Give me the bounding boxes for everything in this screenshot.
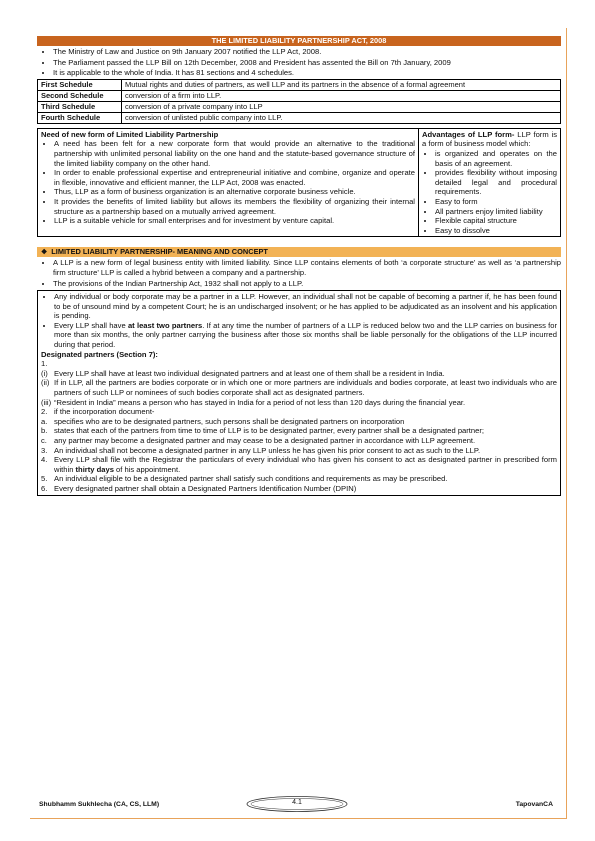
schedule-desc: conversion of unlisted public company into LLP. [122, 112, 561, 123]
partners-list [41, 292, 557, 350]
page-number: 4.1 [292, 799, 302, 806]
advantages-intro [422, 130, 557, 149]
list-text: If in LLP, all the partners are bodies corporate or in which one or more partners are individuals and bodies corporate, at least two individuals who are partners of such LLP or nominees of such bodies corporate shall act as designated partners. [54, 378, 557, 398]
list-text [54, 455, 557, 474]
list-item [41, 474, 557, 484]
list-item [54, 321, 557, 350]
text-run: . If at any time the number of partners of a LLP is reduced below two and the LLP carries on business for more than six months, the only partner carrying the business after those six months shall be liable personally for the obligations of the LLP incurred during that period. [54, 320, 558, 350]
diamond-bullet-icon: ❖ [41, 249, 48, 257]
list-item [41, 417, 557, 427]
page-footer [37, 795, 561, 813]
concept-list [37, 258, 561, 288]
intro-item: • The Ministry of Law and Justice on 9th January 2007 notified the LLP Act, 2008. [53, 47, 561, 57]
need-advantages-box [37, 128, 561, 238]
list-item: • Flexible capital structure [435, 216, 557, 226]
text-run: Every LLP shall file with the Registrar the particulars of every individual who has given his consent to act as designated partner in prescribed form within [54, 455, 557, 474]
list-item: • A LLP is a new form of legal business entity with limited liability. Since LLP contains elements of both ‘a corporate structure’ as well as ‘a partnership firm structure’ LLP is called a hybrid between a company and a partnership. [53, 258, 561, 277]
schedule-desc: Mutual rights and duties of partners, as well LLP and its partners in the absence of a formal agreement [122, 79, 561, 90]
advantages-intro-text: LLP form is a form of business model which: [422, 129, 557, 149]
list-label: b. [41, 426, 48, 436]
page-title: THE LIMITED LIABILITY PARTNERSHIP ACT, 2008 [37, 36, 561, 46]
need-column [38, 129, 419, 237]
list-label: 2. [41, 407, 48, 417]
schedule-name: Fourth Schedule [38, 112, 122, 123]
advantages-list [422, 149, 557, 235]
intro-item: • It is applicable to the whole of India. It has 81 sections and 4 schedules. [53, 68, 561, 78]
list-item [41, 378, 557, 397]
list-item: • A need has been felt for a new corporate form that would provide an alternative to the traditional partnership with unlimited personal liability on the one hand and the statute-based governance structure of the limited liability company on the other hand. [54, 139, 415, 168]
list-item: • LLP is a suitable vehicle for small enterprises and for investment by venture capital. [54, 216, 415, 226]
list-label: (iii) [41, 397, 52, 407]
list-text: “Resident in India” means a person who has stayed in India for a period of not less than 120 days during the financial year. [54, 397, 466, 407]
schedule-desc: conversion of a firm into LLP. [122, 90, 561, 101]
table-row [38, 79, 561, 90]
list-label: (ii) [41, 378, 50, 388]
schedule-name: First Schedule [38, 79, 122, 90]
list-label: 3. [41, 445, 48, 455]
designated-heading: Designated partners (Section 7): [41, 349, 158, 359]
list-label: (i) [41, 368, 48, 378]
list-item [41, 426, 557, 436]
schedule-name: Second Schedule [38, 90, 122, 101]
list-item [41, 455, 557, 474]
list-item: • Thus, LLP as a form of business organization is an alternative corporate business vehicle. [54, 187, 415, 197]
list-text: An individual shall not become a designated partner in any LLP unless he has given his prior consent to act as such to the LLP. [54, 445, 481, 455]
partners-box [37, 290, 561, 495]
list-item: • Easy to dissolve [435, 226, 557, 236]
list-item: • All partners enjoy limited liability [435, 207, 557, 217]
intro-item: • The Parliament passed the LLP Bill on 12th December, 2008 and President has assented the Bill on 7th January, 2009 [53, 58, 561, 68]
need-list [41, 139, 415, 225]
text-run: of his appointment. [113, 464, 181, 474]
list-item: • In order to enable professional expertise and entrepreneurial initiative and combine, organize and operate in flexible, innovative and efficient manner, the LLP Act, 2008 was enacted. [54, 168, 415, 187]
list-item: • The provisions of the Indian Partnership Act, 1932 shall not apply to a LLP. [53, 279, 561, 289]
advantages-heading: Advantages of LLP form- [422, 129, 515, 139]
list-text: any partner may become a designated partner and may cease to be a designated partner in accordance with LLP agreement. [54, 436, 476, 445]
bold-text-run: thirty days [75, 464, 114, 474]
list-item: • provides flexibility without imposing detailed legal and procedural requirements. [435, 168, 557, 197]
bold-text-run: at least two partners [127, 320, 203, 330]
list-label: a. [41, 416, 48, 426]
list-text: states that each of the partners from time to time of LLP is to be designated partner, every partner shall be a designated partner; [54, 426, 484, 436]
list-item: • It provides the benefits of limited liability but allows its members the flexibility of organizing their internal structure as a partnership based on a mutually arrived agreement. [54, 197, 415, 216]
schedules-table [37, 79, 561, 124]
advantages-column [419, 129, 560, 237]
table-row [38, 90, 561, 101]
list-item [41, 484, 557, 494]
list-item [41, 407, 557, 417]
list-item [41, 446, 557, 456]
list-text [54, 359, 557, 369]
list-item: • is organized and operates on the basis of an agreement. [435, 149, 557, 168]
table-row [38, 112, 561, 123]
list-text: Every LLP shall have at least two individual designated partners and at least one of them shall be a resident in India. [54, 368, 445, 378]
list-item [41, 369, 557, 379]
list-item [41, 436, 557, 446]
section-heading-text: LIMITED LIABILITY PARTNERSHIP- MEANING AND CONCEPT [51, 247, 268, 257]
list-item [41, 398, 557, 408]
list-label: 5. [41, 474, 48, 484]
list-label: 4. [41, 455, 48, 465]
need-heading: Need of new form of Limited Liability Partnership [41, 129, 219, 139]
text-run: Every LLP shall have [54, 320, 128, 330]
intro-list [37, 47, 561, 78]
list-text: specifies who are to be designated partners, such persons shall be designated partners on incorporation [54, 416, 405, 426]
list-item: • Easy to form [435, 197, 557, 207]
list-text: if the incorporation document- [54, 407, 155, 417]
list-label: c. [41, 436, 47, 445]
list-label: 1. [41, 359, 48, 369]
author-name: Shubhamm Sukhlecha (CA, CS, LLM) [39, 801, 160, 808]
brand-name: TapovanCA [515, 801, 553, 808]
page-number-badge [245, 795, 349, 813]
list-item [41, 359, 557, 369]
schedule-name: Third Schedule [38, 101, 122, 112]
list-label: 6. [41, 483, 48, 493]
section-heading [37, 247, 561, 257]
table-row [38, 101, 561, 112]
list-text: An individual eligible to be a designated partner shall satisfy such conditions and requirements as may be prescribed. [54, 474, 448, 484]
list-item: • Any individual or body corporate may be a partner in a LLP. However, an individual shall not be capable of becoming a partner if, he has been found to be of unsound mind by a competent Court; he is an undischarged insolvent; or he has applied to be adjudicated as an insolvent and his application is pending. [54, 292, 557, 321]
list-text: Every designated partner shall obtain a Designated Partners Identification Number (DPIN) [54, 483, 357, 493]
schedule-desc: conversion of a private company into LLP [122, 101, 561, 112]
document-content [37, 36, 561, 496]
